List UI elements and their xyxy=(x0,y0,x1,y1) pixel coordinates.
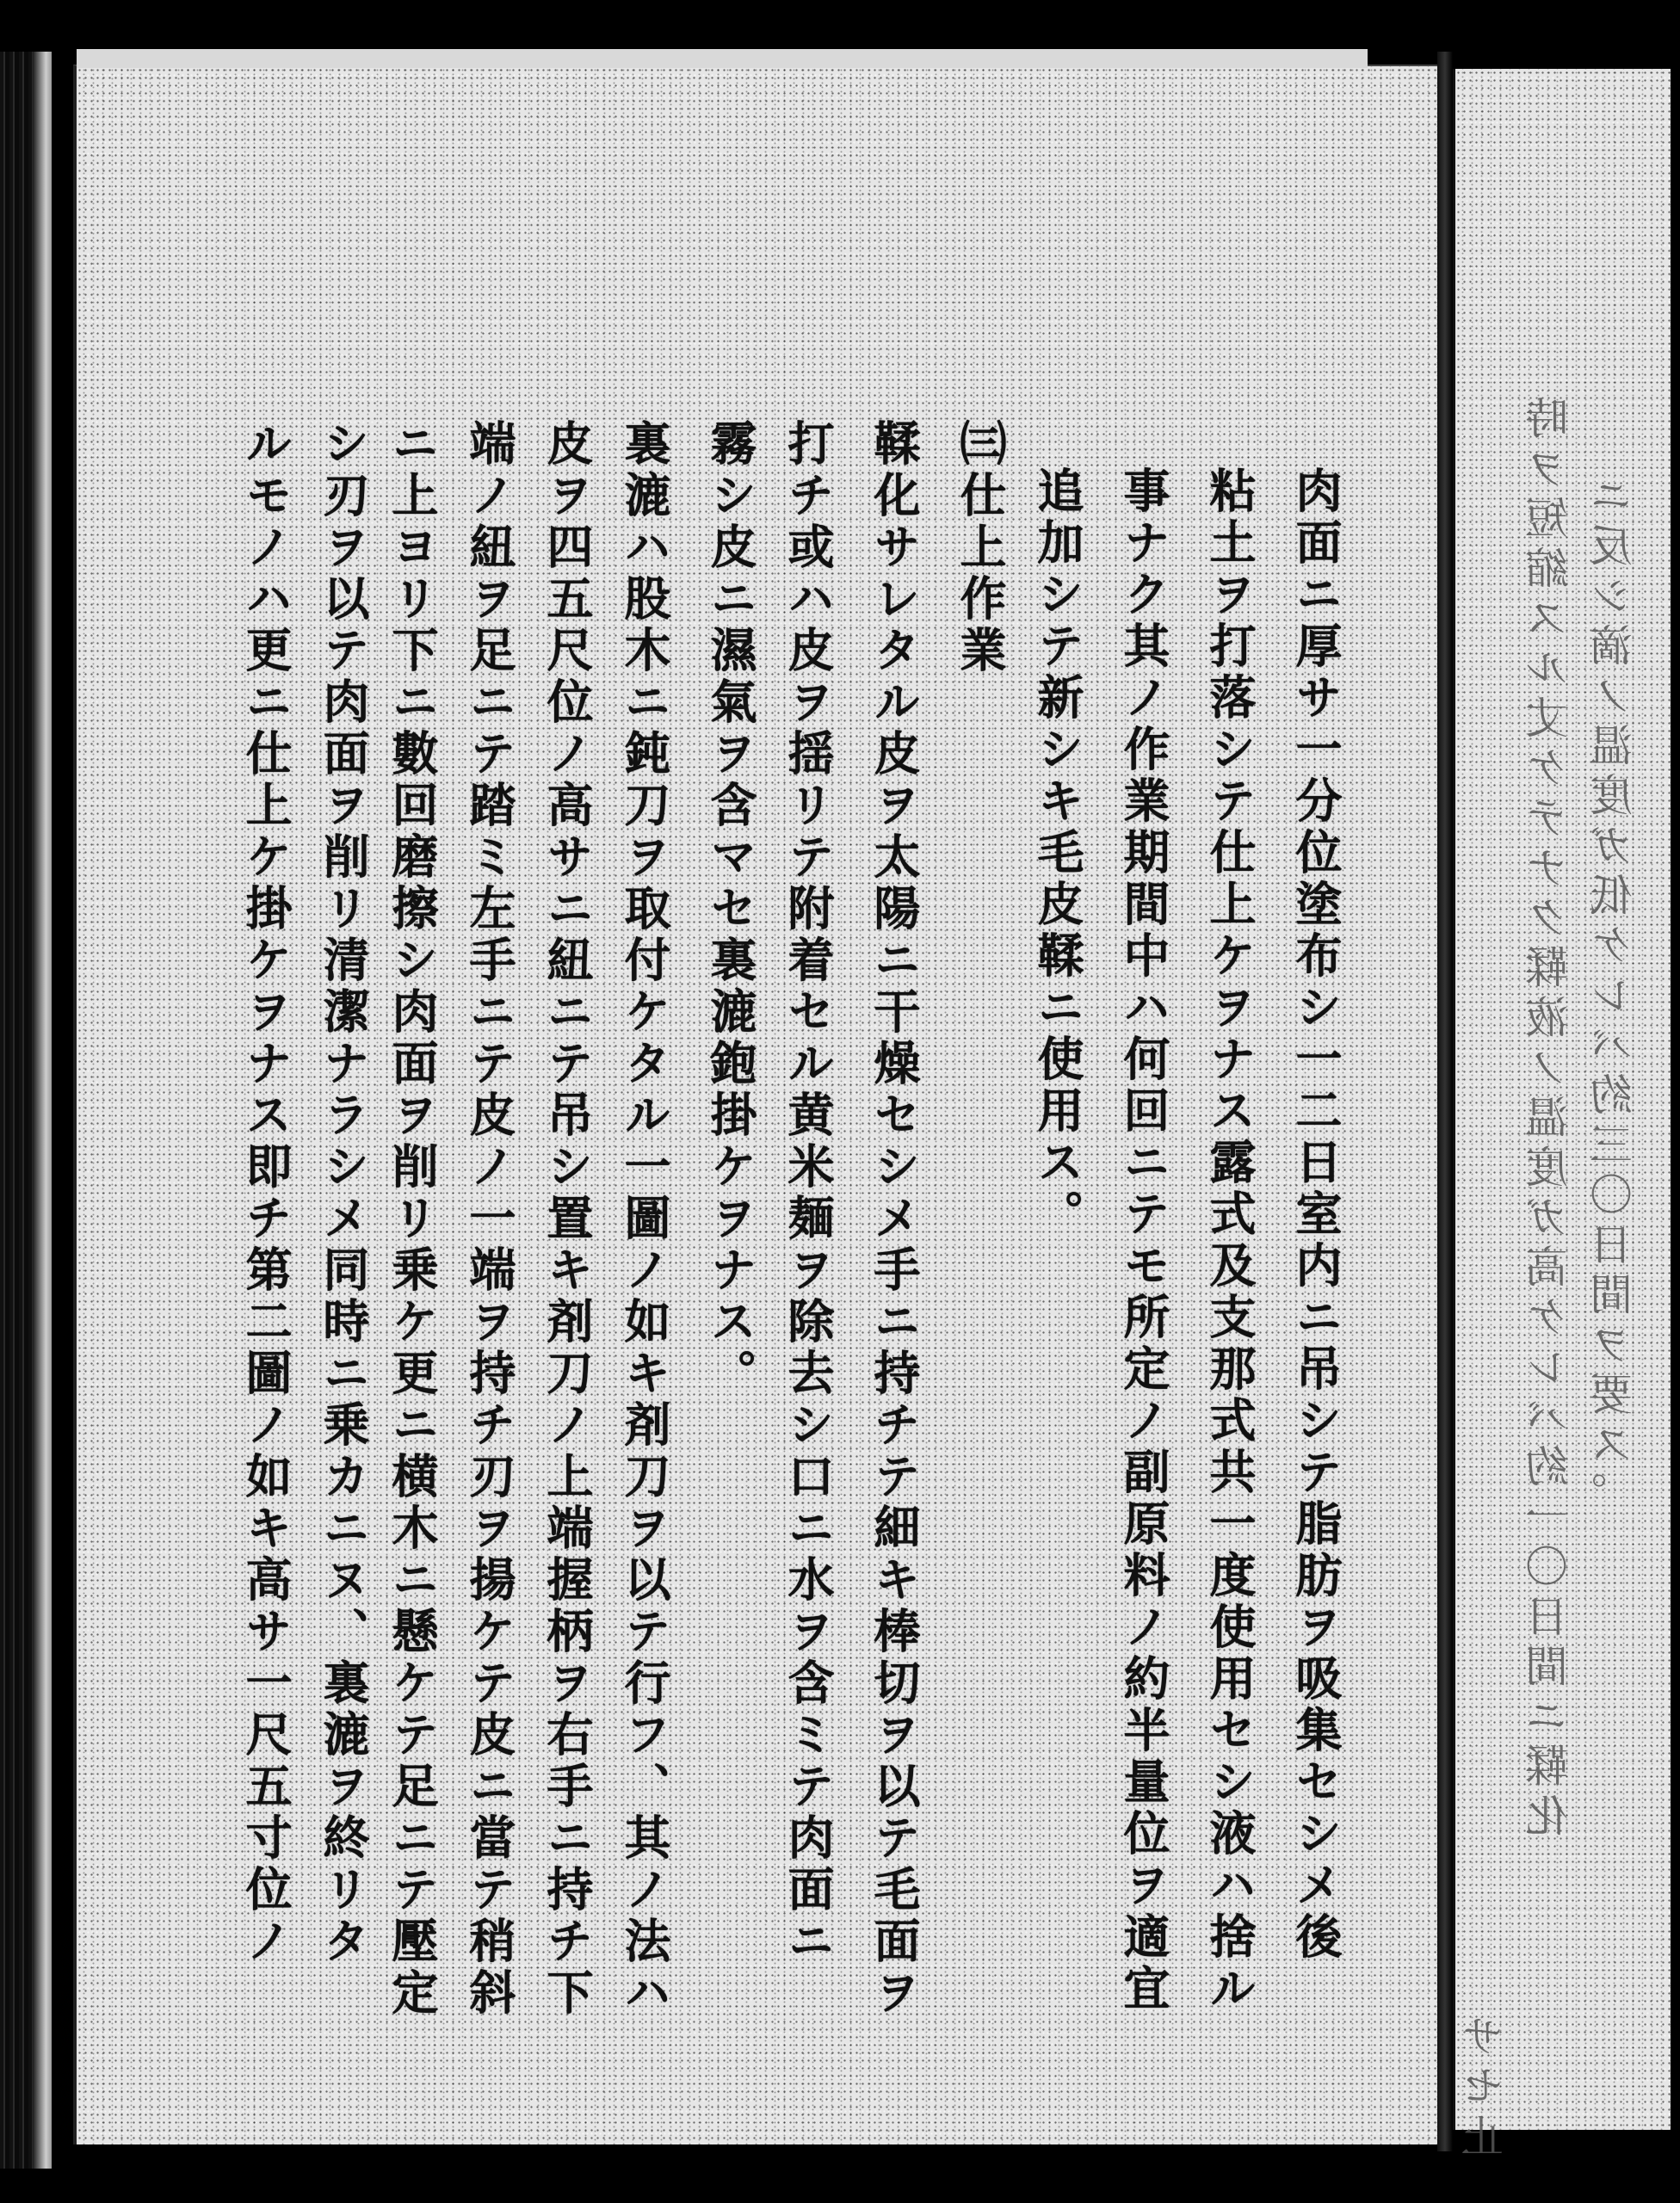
text-column: ルモノハ更ニ仕上ケ掛ケヲナス即チ第二圖ノ如キ高サ一尺五寸位ノ xyxy=(238,419,293,1968)
text-column: 霧シ皮ニ濕氣ヲ含マセ裏漉鉋掛ケヲナス。 xyxy=(703,419,758,1400)
text-column: 裏漉ハ股木ニ鈍刀ヲ取付ケタル一圖ノ如キ剤刀ヲ以テ行フ、其ノ法ハ xyxy=(617,419,672,2020)
text-column: 打チ或ハ皮ヲ揺リテ附着セル黄米麺ヲ除去シ口ニ水ヲ含ミテ肉面ニ xyxy=(781,419,836,1968)
text-column: 端ノ紐ヲ足ニテ踏ミ左手ニテ皮ノ一端ヲ持チ刃ヲ揚ケテ皮ニ當テ稍斜 xyxy=(462,419,517,2020)
section-heading: ㈢仕上作業 xyxy=(953,419,1008,677)
text-column: 皮ヲ四五尺位ノ高サニ紐ニテ吊シ置キ剤刀ノ上端握柄ヲ右手ニ持チ下 xyxy=(540,419,595,2020)
main-page xyxy=(73,65,1441,2144)
text-column: 追加シテ新シキ毛皮鞣ニ使用ス。 xyxy=(1030,466,1085,1241)
bleed-through-text: ニ反シ滴ノ温度ガ低ケレバ約三〇日間ヲ要ス。 xyxy=(1590,473,1640,1521)
text-column: シ刃ヲ以テ肉面ヲ削リ清潔ナラシメ同時ニ乗カニヌ、裏漉ヲ終リタ xyxy=(316,419,371,1968)
bleed-through-text: サセ止 xyxy=(1461,2014,1510,2163)
text-column: 肉面ニ厚サ一分位塗布シ一二日室内ニ吊シテ脂肪ヲ吸集セシメ後 xyxy=(1288,466,1343,1964)
text-column: 鞣化サレタル皮ヲ太陽ニ干燥セシメ手ニ持チテ細キ棒切ヲ以テ毛面ヲ xyxy=(867,419,922,2020)
page-top-edge xyxy=(77,49,1368,68)
text-column: 事ナク其ノ作業期間中ハ何回ニテモ所定ノ副原料ノ約半量位ヲ適宜 xyxy=(1116,466,1171,2015)
book-spine-edge xyxy=(0,52,52,2169)
text-column: 粘土ヲ打落シテ仕上ケヲナス露式及支那式共一度使用セシ液ハ捨ル xyxy=(1202,466,1257,2015)
main-text-block xyxy=(77,66,1441,2144)
page-curl xyxy=(33,52,52,2169)
page-gutter xyxy=(1437,52,1453,2151)
text-column: ニ上ヨリ下ニ數回磨擦シ肉面ヲ削リ乗ケ更ニ横木ニ懸ケテ足ニテ壓定 xyxy=(385,419,440,2020)
bleed-through-text: 時ヲ短縮スル丈ケテナク鞣液ノ温度ガ高ケレバ約一〇日間ニ鞣化 xyxy=(1525,396,1575,1843)
adjacent-page xyxy=(1453,69,1674,2163)
